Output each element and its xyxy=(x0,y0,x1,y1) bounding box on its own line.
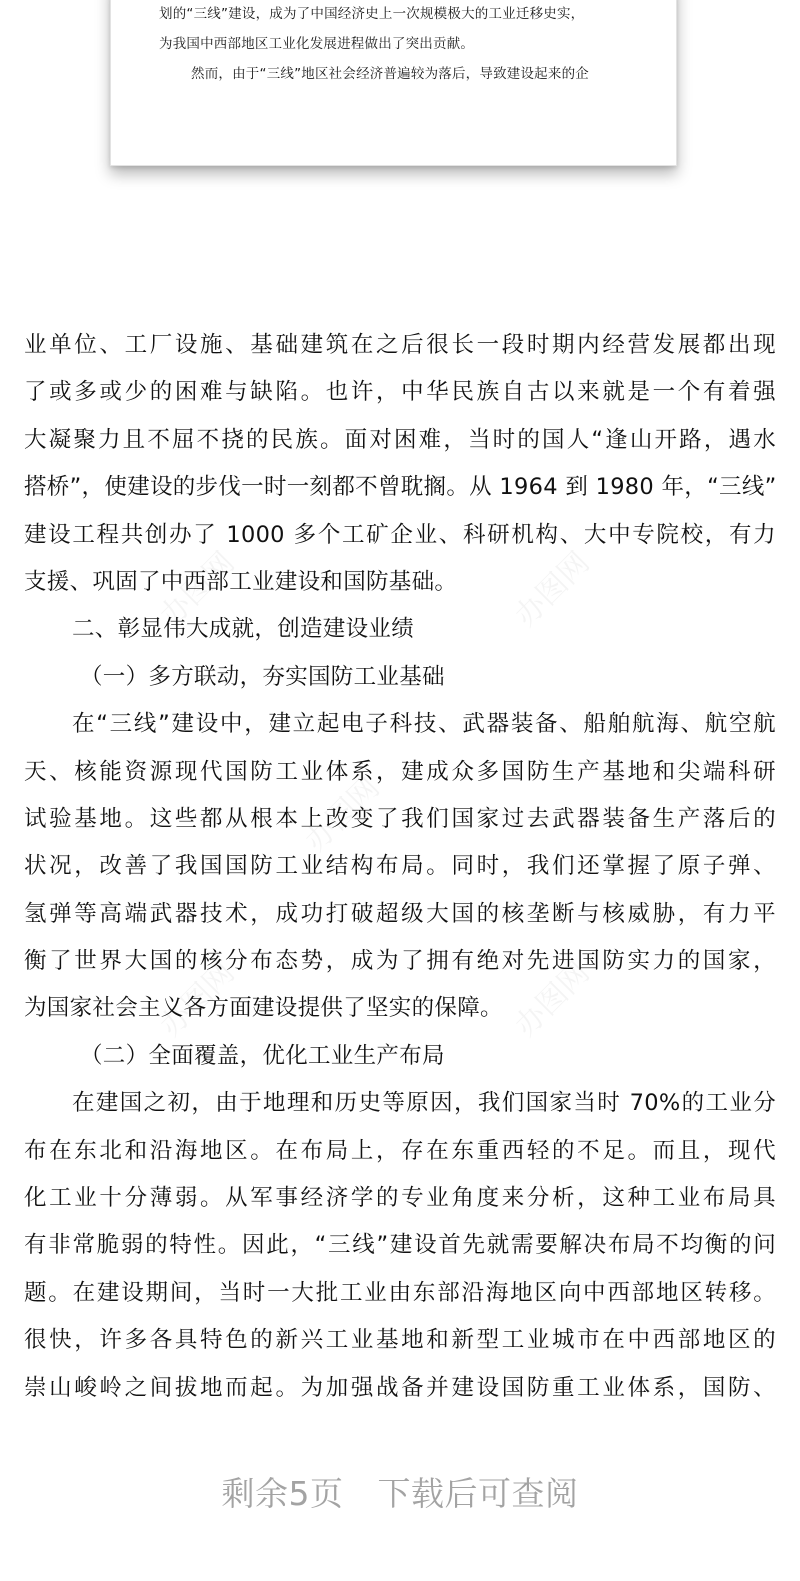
paragraph-line: 很快，许多各具特色的新兴工业基地和新型工业城市在中西部地区的 xyxy=(24,1327,776,1354)
paragraph-line: 搭桥”，使建设的步伐一时一刻都不曾耽搁。从 1964 到 1980 年，“三线” xyxy=(24,474,777,501)
paragraph-line: 在建国之初，由于地理和历史等原因，我们国家当时 70%的工业分 xyxy=(72,1090,776,1117)
paragraph-line: 崇山峻岭之间拔地而起。为加强战备并建设国防重工业体系，国防、 xyxy=(24,1374,776,1401)
preview-line: 为我国中西部地区工业化发展进程做出了突出贡献。 xyxy=(159,36,475,52)
paragraph-line: 在“三线”建设中，建立起电子科技、武器装备、船舶航海、航空航 xyxy=(72,711,776,738)
paragraph-line: 建设工程共创办了 1000 多个工矿企业、科研机构、大中专院校，有力 xyxy=(24,521,776,548)
paragraph-line: 支援、巩固了中西部工业建设和国防基础。 xyxy=(24,568,458,595)
paragraph-line: 有非常脆弱的特性。因此，“三线”建设首先就需要解决布局不均衡的问 xyxy=(24,1232,776,1259)
paragraph-line: 布在东北和沿海地区。在布局上，存在东重西轻的不足。而且，现代 xyxy=(24,1137,776,1164)
paragraph-line: 为国家社会主义各方面建设提供了坚实的保障。 xyxy=(24,995,503,1022)
paragraph-line: 天、核能资源现代国防工业体系，建成众多国防生产基地和尖端科研 xyxy=(24,758,776,785)
section-heading: 二、彰显伟大成就，创造建设业绩 xyxy=(72,616,415,643)
paragraph-line: 试验基地。这些都从根本上改变了我们国家过去武器装备生产落后的 xyxy=(24,805,776,832)
remaining-pages-label[interactable]: 剩余5页 xyxy=(221,1474,344,1513)
paragraph-line: 题。在建设期间，当时一大批工业由东部沿海地区向中西部地区转移。 xyxy=(24,1279,776,1306)
page-preview-card xyxy=(110,0,677,166)
subsection-heading: （一）多方联动，夯实国防工业基础 xyxy=(80,663,445,690)
paragraph-line: 化工业十分薄弱。从军事经济学的专业角度来分析，这种工业布局具 xyxy=(24,1185,776,1212)
document-body xyxy=(24,322,776,1412)
paragraph-line: 氢弹等高端武器技术，成功打破超级大国的核垄断与核威胁，有力平 xyxy=(24,900,776,927)
paragraph-line: 业单位、工厂设施、基础建筑在之后很长一段时期内经营发展都出现 xyxy=(24,332,776,358)
paragraph-line: 了或多或少的困难与缺陷。也许，中华民族自古以来就是一个有着强 xyxy=(24,379,776,406)
paragraph-line: 衡了世界大国的核分布态势，成为了拥有绝对先进国防实力的国家， xyxy=(24,948,776,975)
paragraph-line: 状况，改善了我国国防工业结构布局。同时，我们还掌握了原子弹、 xyxy=(24,853,776,880)
preview-line: 然而，由于“三线”地区社会经济普遍较为落后，导致建设起来的企 xyxy=(191,66,589,82)
download-prompt[interactable] xyxy=(0,1468,800,1515)
paragraph-line: 大凝聚力且不屈不挠的民族。面对困难，当时的国人“逢山开路，遇水 xyxy=(24,426,776,453)
subsection-heading: （二）全面覆盖，优化工业生产布局 xyxy=(80,1042,445,1069)
download-to-view-label[interactable]: 下载后可查阅 xyxy=(377,1474,579,1513)
preview-line: 划的“三线”建设，成为了中国经济史上一次规模极大的工业迁移史实， xyxy=(159,6,585,22)
